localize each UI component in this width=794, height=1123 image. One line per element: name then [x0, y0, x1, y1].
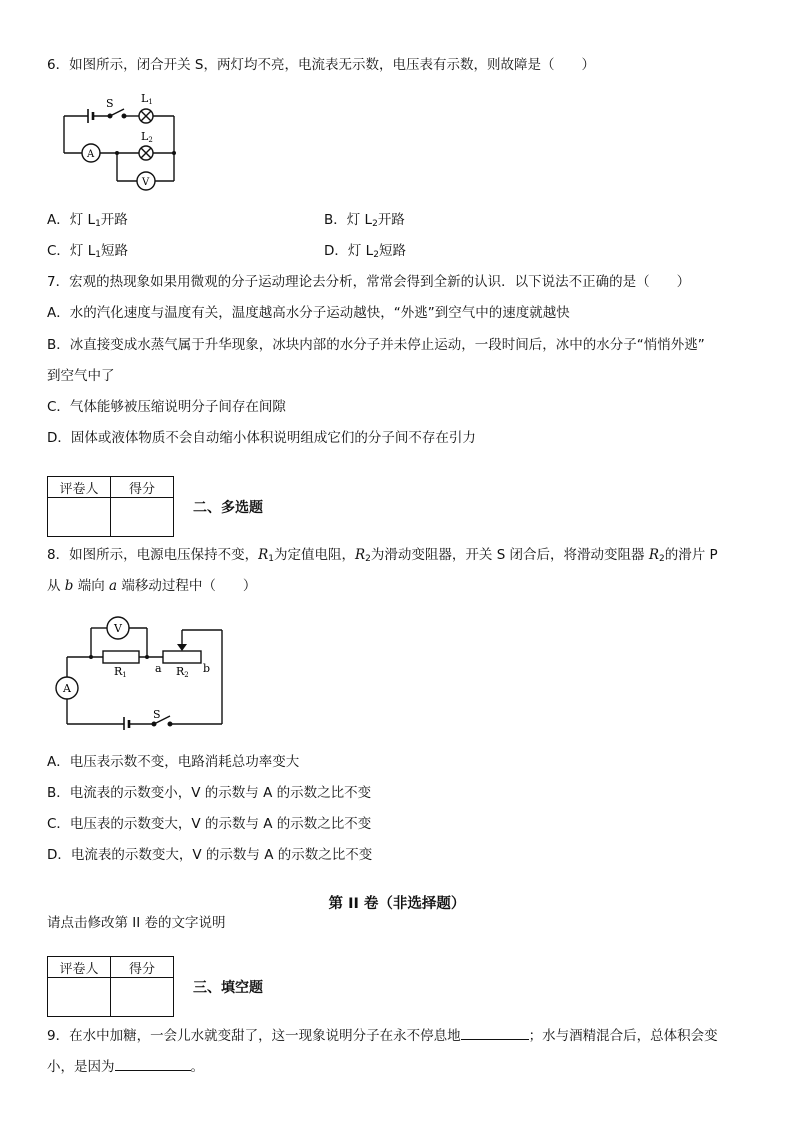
- q8-circuit-figure: [46, 612, 228, 730]
- q6-voltmeter-label: V: [142, 177, 150, 188]
- part2-note[interactable]: 请点击修改第 II 卷的文字说明: [47, 915, 226, 931]
- grader-cell[interactable]: [48, 978, 111, 1017]
- q8-option-d: D．电流表的示数变大，V 的示数与 A 的示数之比不变: [47, 847, 373, 863]
- q6-option-a: A．灯 $L_1$开路: [47, 212, 128, 229]
- q8-r2-label: R: [176, 665, 185, 678]
- q6-stem: 6．如图所示，闭合开关 S，两灯均不亮，电流表无示数，电压表有示数，则故障是（ ）: [47, 57, 595, 73]
- score-cell[interactable]: [111, 498, 174, 537]
- score-table-grader-label: 评卷人: [48, 477, 111, 498]
- part2-title: 第 II 卷（非选择题）: [328, 896, 466, 912]
- q8-voltmeter-label: V: [114, 622, 122, 635]
- q7-option-c: C．气体能够被压缩说明分子间存在间隙: [47, 399, 286, 415]
- svg-text:L1: [141, 92, 153, 106]
- grader-cell[interactable]: [48, 498, 111, 537]
- q6-switch-label: S: [106, 97, 114, 110]
- q9-line2: 小，是因为 。: [47, 1056, 204, 1076]
- q8-option-b: B．电流表的示数变小，V 的示数与 A 的示数之比不变: [47, 785, 372, 801]
- section-title-fill-in: 三、填空题: [193, 980, 263, 996]
- score-table-2: [47, 956, 174, 1017]
- q8-r2-sub: 2: [184, 671, 189, 679]
- q8-option-c: C．电压表的示数变大，V 的示数与 A 的示数之比不变: [47, 816, 372, 832]
- q8-stem-line2: 从 b 端向 a 端移动过程中（ ）: [47, 578, 257, 594]
- q8-option-a: A．电压表示数不变，电路消耗总功率变大: [47, 754, 300, 770]
- q6-lamp2-label: L: [141, 130, 149, 143]
- q6-option-b: B．灯 $L_2$开路: [324, 212, 405, 229]
- score-table-score-label: 得分: [111, 477, 174, 498]
- q8-switch-label: S: [153, 708, 161, 721]
- q8-r1-sub: 1: [122, 671, 127, 679]
- q8-point-a-label: a: [155, 662, 162, 675]
- svg-text:R1: [114, 665, 127, 679]
- q8-stem-line1: 8．如图所示，电源电压保持不变，$R_1$为定值电阻，$R_2$为滑动变阻器，开关 S 闭合后，将滑动变阻器 $R_2$的滑片 P: [47, 547, 718, 564]
- svg-text:L2: [141, 130, 153, 144]
- q6-lamp1-sub: 1: [148, 98, 153, 106]
- svg-text:R2: [176, 665, 189, 679]
- q6-option-c: C．灯 $L_1$短路: [47, 243, 128, 260]
- q6-lamp2-sub: 2: [148, 136, 153, 144]
- q7-stem: 7．宏观的热现象如果用微观的分子运动理论去分析，常常会得到全新的认识．以下说法不正确的是（ ）: [47, 274, 691, 290]
- q6-ammeter-label: A: [87, 149, 95, 160]
- score-cell[interactable]: [111, 978, 174, 1017]
- q6-circuit-figure: [58, 90, 188, 192]
- q7-option-d: D．固体或液体物质不会自动缩小体积说明组成它们的分子间不存在引力: [47, 430, 476, 446]
- q8-ammeter-label: A: [63, 682, 71, 695]
- q9-line1: 9．在水中加糖，一会儿水就变甜了，这一现象说明分子在永不停息地 ；水与酒精混合后，总体积会变: [47, 1025, 718, 1045]
- section-title-multi-choice: 二、多选题: [193, 500, 263, 516]
- q7-option-b-cont: 到空气中了: [47, 368, 115, 384]
- q8-r1-label: R: [114, 665, 123, 678]
- q7-option-a: A．水的汽化速度与温度有关，温度越高水分子运动越快，“外逃”到空气中的速度就越快: [47, 305, 570, 321]
- q9-blank-1[interactable]: [461, 1025, 529, 1040]
- score-table-1: [47, 476, 174, 537]
- score-table-grader-label: 评卷人: [48, 957, 111, 978]
- q7-option-b: B．冰直接变成水蒸气属于升华现象，冰块内部的水分子并未停止运动，一段时间后，冰中的水分子“悄悄外逃”: [47, 337, 705, 353]
- q8-point-b-label: b: [203, 662, 211, 675]
- q6-option-d: D．灯 $L_2$短路: [324, 243, 406, 260]
- score-table-score-label: 得分: [111, 957, 174, 978]
- q6-lamp1-label: L: [141, 92, 149, 105]
- q9-blank-2[interactable]: [115, 1056, 191, 1071]
